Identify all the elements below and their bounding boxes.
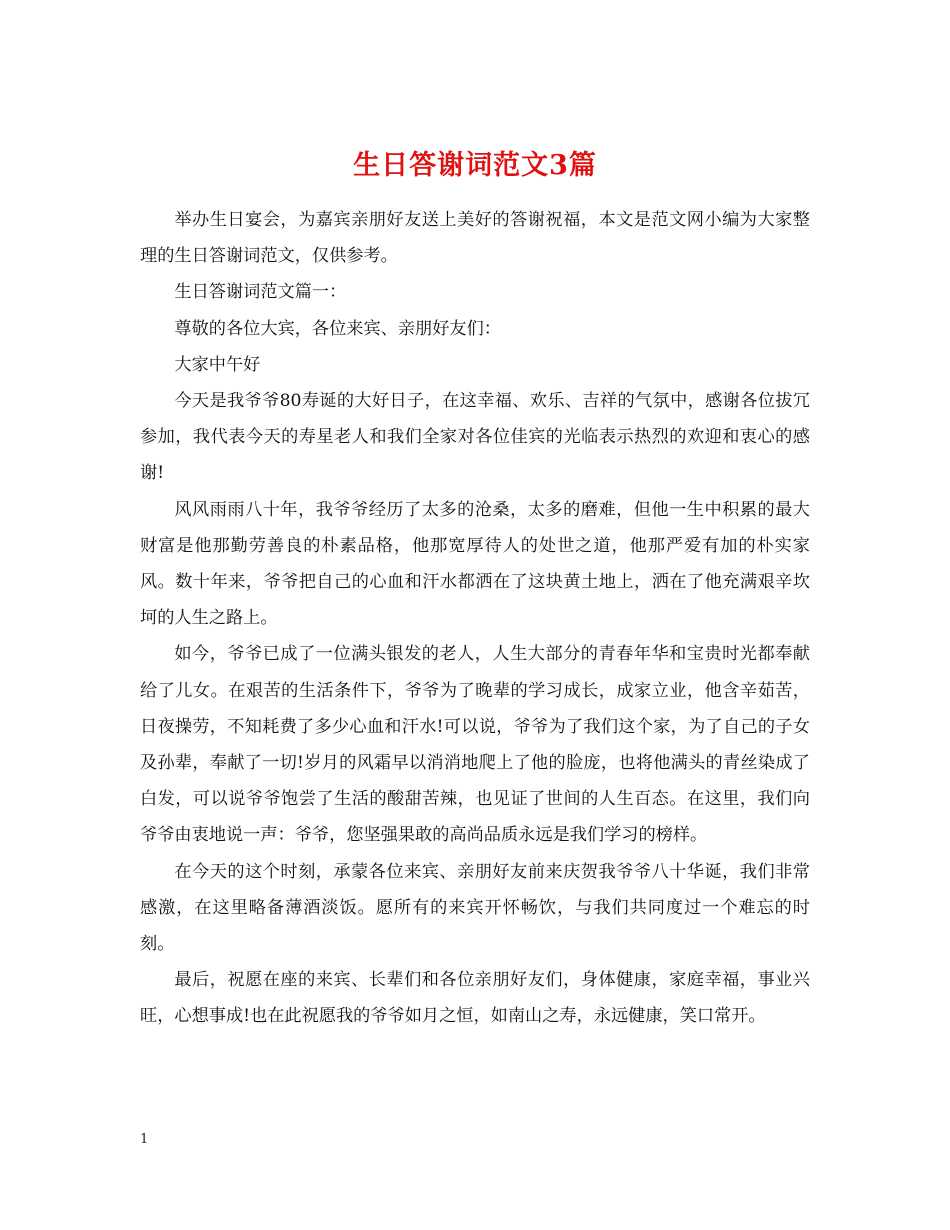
paragraph-greeting: 大家中午好 — [174, 354, 261, 375]
paragraph-body: 在今天的这个时刻，承蒙各位来宾、亲朋好友前来庆贺我爷爷八十华诞，我们非常感激，在这里略备薄酒淡饭。愿所有的来宾开怀畅饮，与我们共同度过一个难忘的时刻。 — [140, 861, 810, 955]
paragraph-body: 今天是我爷爷80寿诞的大好日子，在这幸福、欢乐、吉祥的气氛中，感谢各位拔冗参加，我代表今天的寿星老人和我们全家对各位佳宾的光临表示热烈的欢迎和衷心的感谢! — [140, 391, 810, 484]
paragraph-salutation: 尊敬的各位大宾，各位来宾、亲朋好友们： — [174, 318, 501, 339]
page-number: 1 — [140, 1132, 149, 1147]
paragraph-body: 如今，爷爷已成了一位满头银发的老人，人生大部分的青春年华和宝贵时光都奉献给了儿女。在艰苦的生活条件下，爷爷为了晚辈的学习成长，成家立业，他含辛茹苦，日夜操劳，不知耗费了多少心血和汗水!可以说，爷爷为了我们这个家，为了自己的子女及孙辈，奉献了一切!岁月的风霜早以消消地爬上了他的脸庞，也将他满头的青丝染成了白发，可以说爷爷饱尝了生活的酸甜苦辣，也见证了世间的人生百态。在这里，我们向爷爷由衷地说一声：爷爷，您坚强果敢的高尚品质永远是我们学习的榜样。 — [140, 644, 810, 846]
document-body — [140, 202, 810, 1035]
document-title: 生日答谢词范文3篇 — [353, 150, 597, 182]
paragraph-closing: 最后，祝愿在座的来宾、长辈们和各位亲朋好友们，身体健康，家庭幸福，事业兴旺，心想事成!也在此祝愿我的爷爷如月之恒，如南山之寿，永远健康，笑口常开。 — [140, 970, 810, 1027]
paragraph-body: 风风雨雨八十年，我爷爷经历了太多的沧桑，太多的磨难，但他一生中积累的最大财富是他那勤劳善良的朴素品格，他那宽厚待人的处世之道，他那严爱有加的朴实家风。数十年来，爷爷把自己的心血和汗水都洒在了这块黄土地上，洒在了他充满艰辛坎坷的人生之路上。 — [140, 499, 810, 629]
paragraph-intro: 举办生日宴会，为嘉宾亲朋好友送上美好的答谢祝福，本文是范文网小编为大家整理的生日答谢词范文，仅供参考。 — [140, 210, 810, 267]
paragraph-section-heading: 生日答谢词范文篇一： — [174, 282, 347, 303]
